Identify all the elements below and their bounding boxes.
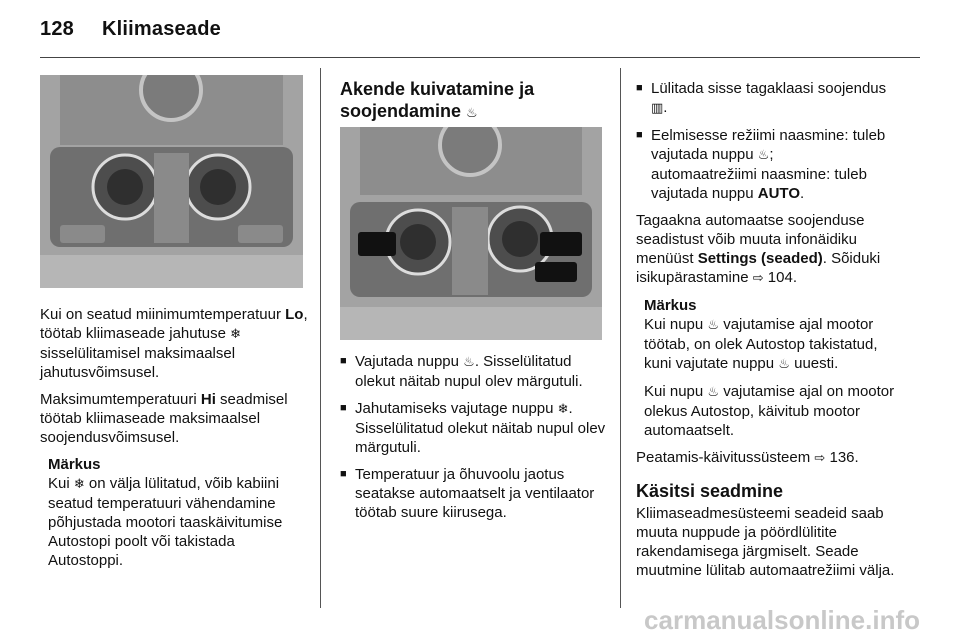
watermark: carmanualsonline.info [644, 605, 920, 635]
text-bold-hi: Hi [200, 391, 216, 408]
ac-snowflake-icon: ❄ [557, 402, 569, 417]
list-item [636, 126, 906, 203]
text: Kui nupu [644, 383, 708, 400]
text: , töötab kliimaseade jahutuse [40, 306, 308, 342]
paragraph-stop-start [636, 448, 906, 468]
text: seadmisel töötab kliimaseade maksimaalsel soojendusvõimsusel. [40, 391, 288, 446]
text-bold-settings: Settings (seaded) [697, 250, 823, 267]
header-rule [40, 57, 920, 58]
section-heading-manual: Käsitsi seadmine [636, 481, 784, 501]
note-block [48, 455, 308, 570]
column-3 [636, 79, 906, 588]
text: . Sõiduki isikupärastamine [636, 250, 881, 286]
page-reference: 104 [767, 269, 793, 286]
text: sisselülitamisel maksimaalsel jahutusvõimsusel. [40, 345, 236, 381]
text: ; [769, 146, 774, 163]
text: . [792, 269, 797, 286]
defrost-icon: ♨ [707, 385, 720, 400]
list-item [636, 79, 906, 118]
page-header [40, 18, 221, 41]
note-heading: Märkus [48, 456, 101, 473]
note-heading: Märkus [644, 297, 697, 314]
note-block [644, 296, 906, 440]
paragraph-manual: Kliimaseadmesüsteemi seadeid saab muuta nuppude ja pöördlülitite rakendamisega järgmiselt. Seade muutmine lülitab automaatrežiimi välja. [636, 505, 895, 579]
text: automaatrežiimi naasmine: tuleb vajutada nuppu [651, 166, 867, 202]
reference-arrow-icon: ⇨ [814, 451, 826, 466]
text: Jahutamiseks vajutage nuppu [355, 400, 558, 417]
list-item [340, 465, 610, 522]
column-2 [340, 78, 606, 131]
paragraph-lo [40, 305, 308, 382]
ac-snowflake-icon: ❄ [73, 477, 85, 492]
section-heading-defrost [340, 78, 606, 125]
note-text [48, 474, 308, 570]
reference-arrow-icon: ⇨ [752, 271, 764, 286]
rear-window-heater-icon: ▥ [651, 101, 664, 116]
text-bold-lo: Lo [285, 306, 304, 323]
defrost-icon: ♨ [757, 148, 770, 163]
bullet-list [340, 352, 610, 522]
text: Lülitada sisse tagaklaasi soojendus [651, 80, 887, 97]
list-item [340, 352, 610, 391]
paragraph-hi [40, 390, 308, 447]
text: Maksimumtemperatuuri [40, 391, 201, 408]
climate-panel-photo-1 [40, 75, 303, 288]
defrost-icon: ♨ [463, 355, 475, 370]
page-number: 128 [40, 18, 74, 40]
column-1 [40, 305, 308, 570]
text: Kui [48, 475, 74, 492]
list-item [340, 399, 610, 457]
note-text [644, 315, 906, 374]
text: on välja lülitatud, võib kabiini seatud temperatuuri vähendamine põhjustada mootori taaskäivitumise Autostopi poolt või takistada Autostoppi. [48, 475, 283, 569]
text: Vajutada nuppu [355, 353, 464, 370]
column-divider-1 [320, 68, 321, 608]
bullet-list [636, 79, 906, 203]
note-text [644, 382, 906, 440]
page-title: Kliimaseade [102, 18, 221, 40]
climate-panel-photo-2 [340, 127, 602, 340]
page-reference: 136 [829, 449, 855, 466]
defrost-icon: ♨ [778, 357, 790, 372]
defrost-icon: ♨ [707, 318, 720, 333]
column-2-list [340, 352, 610, 530]
text: . [854, 449, 859, 466]
text: Temperatuur ja õhuvoolu jaotus seatakse automaatselt ja ventilaator töötab suure kiirusega. [355, 466, 595, 521]
text: vajutamise ajal mootor töötab, on olek Autostop takistatud, kuni vajutate nuppu [644, 316, 878, 372]
defrost-icon: ♨ [466, 106, 478, 121]
text-bold-auto: AUTO [757, 185, 800, 202]
column-divider-2 [620, 68, 621, 608]
ac-snowflake-icon: ❄ [230, 327, 242, 342]
text: Tagaakna automaatse soojenduse seadistust võib muuta infonäidiku menüüst [636, 212, 865, 267]
text: vajutamise ajal on mootor olekus Autostop, käivitub mootor automaatselt. [644, 383, 895, 439]
text: Akende kuivatamine ja soojendamine [340, 79, 535, 121]
text: . Sisselülitatud olekut näitab nupul olev märgutuli. [355, 353, 583, 390]
text: uuesti. [789, 355, 839, 372]
text: Kui nupu [644, 316, 708, 333]
text: . [663, 99, 668, 116]
text: Kui on seatud miinimumtemperatuur [40, 306, 286, 323]
text: . Sisselülitatud olekut näitab nupul olev märgutuli. [355, 400, 606, 456]
text: Eelmisesse režiimi naasmine: tuleb vajutada nuppu [651, 127, 886, 163]
text: Peatamis-käivitussüsteem [636, 449, 815, 466]
paragraph-settings [636, 211, 906, 288]
text: . [800, 185, 805, 202]
